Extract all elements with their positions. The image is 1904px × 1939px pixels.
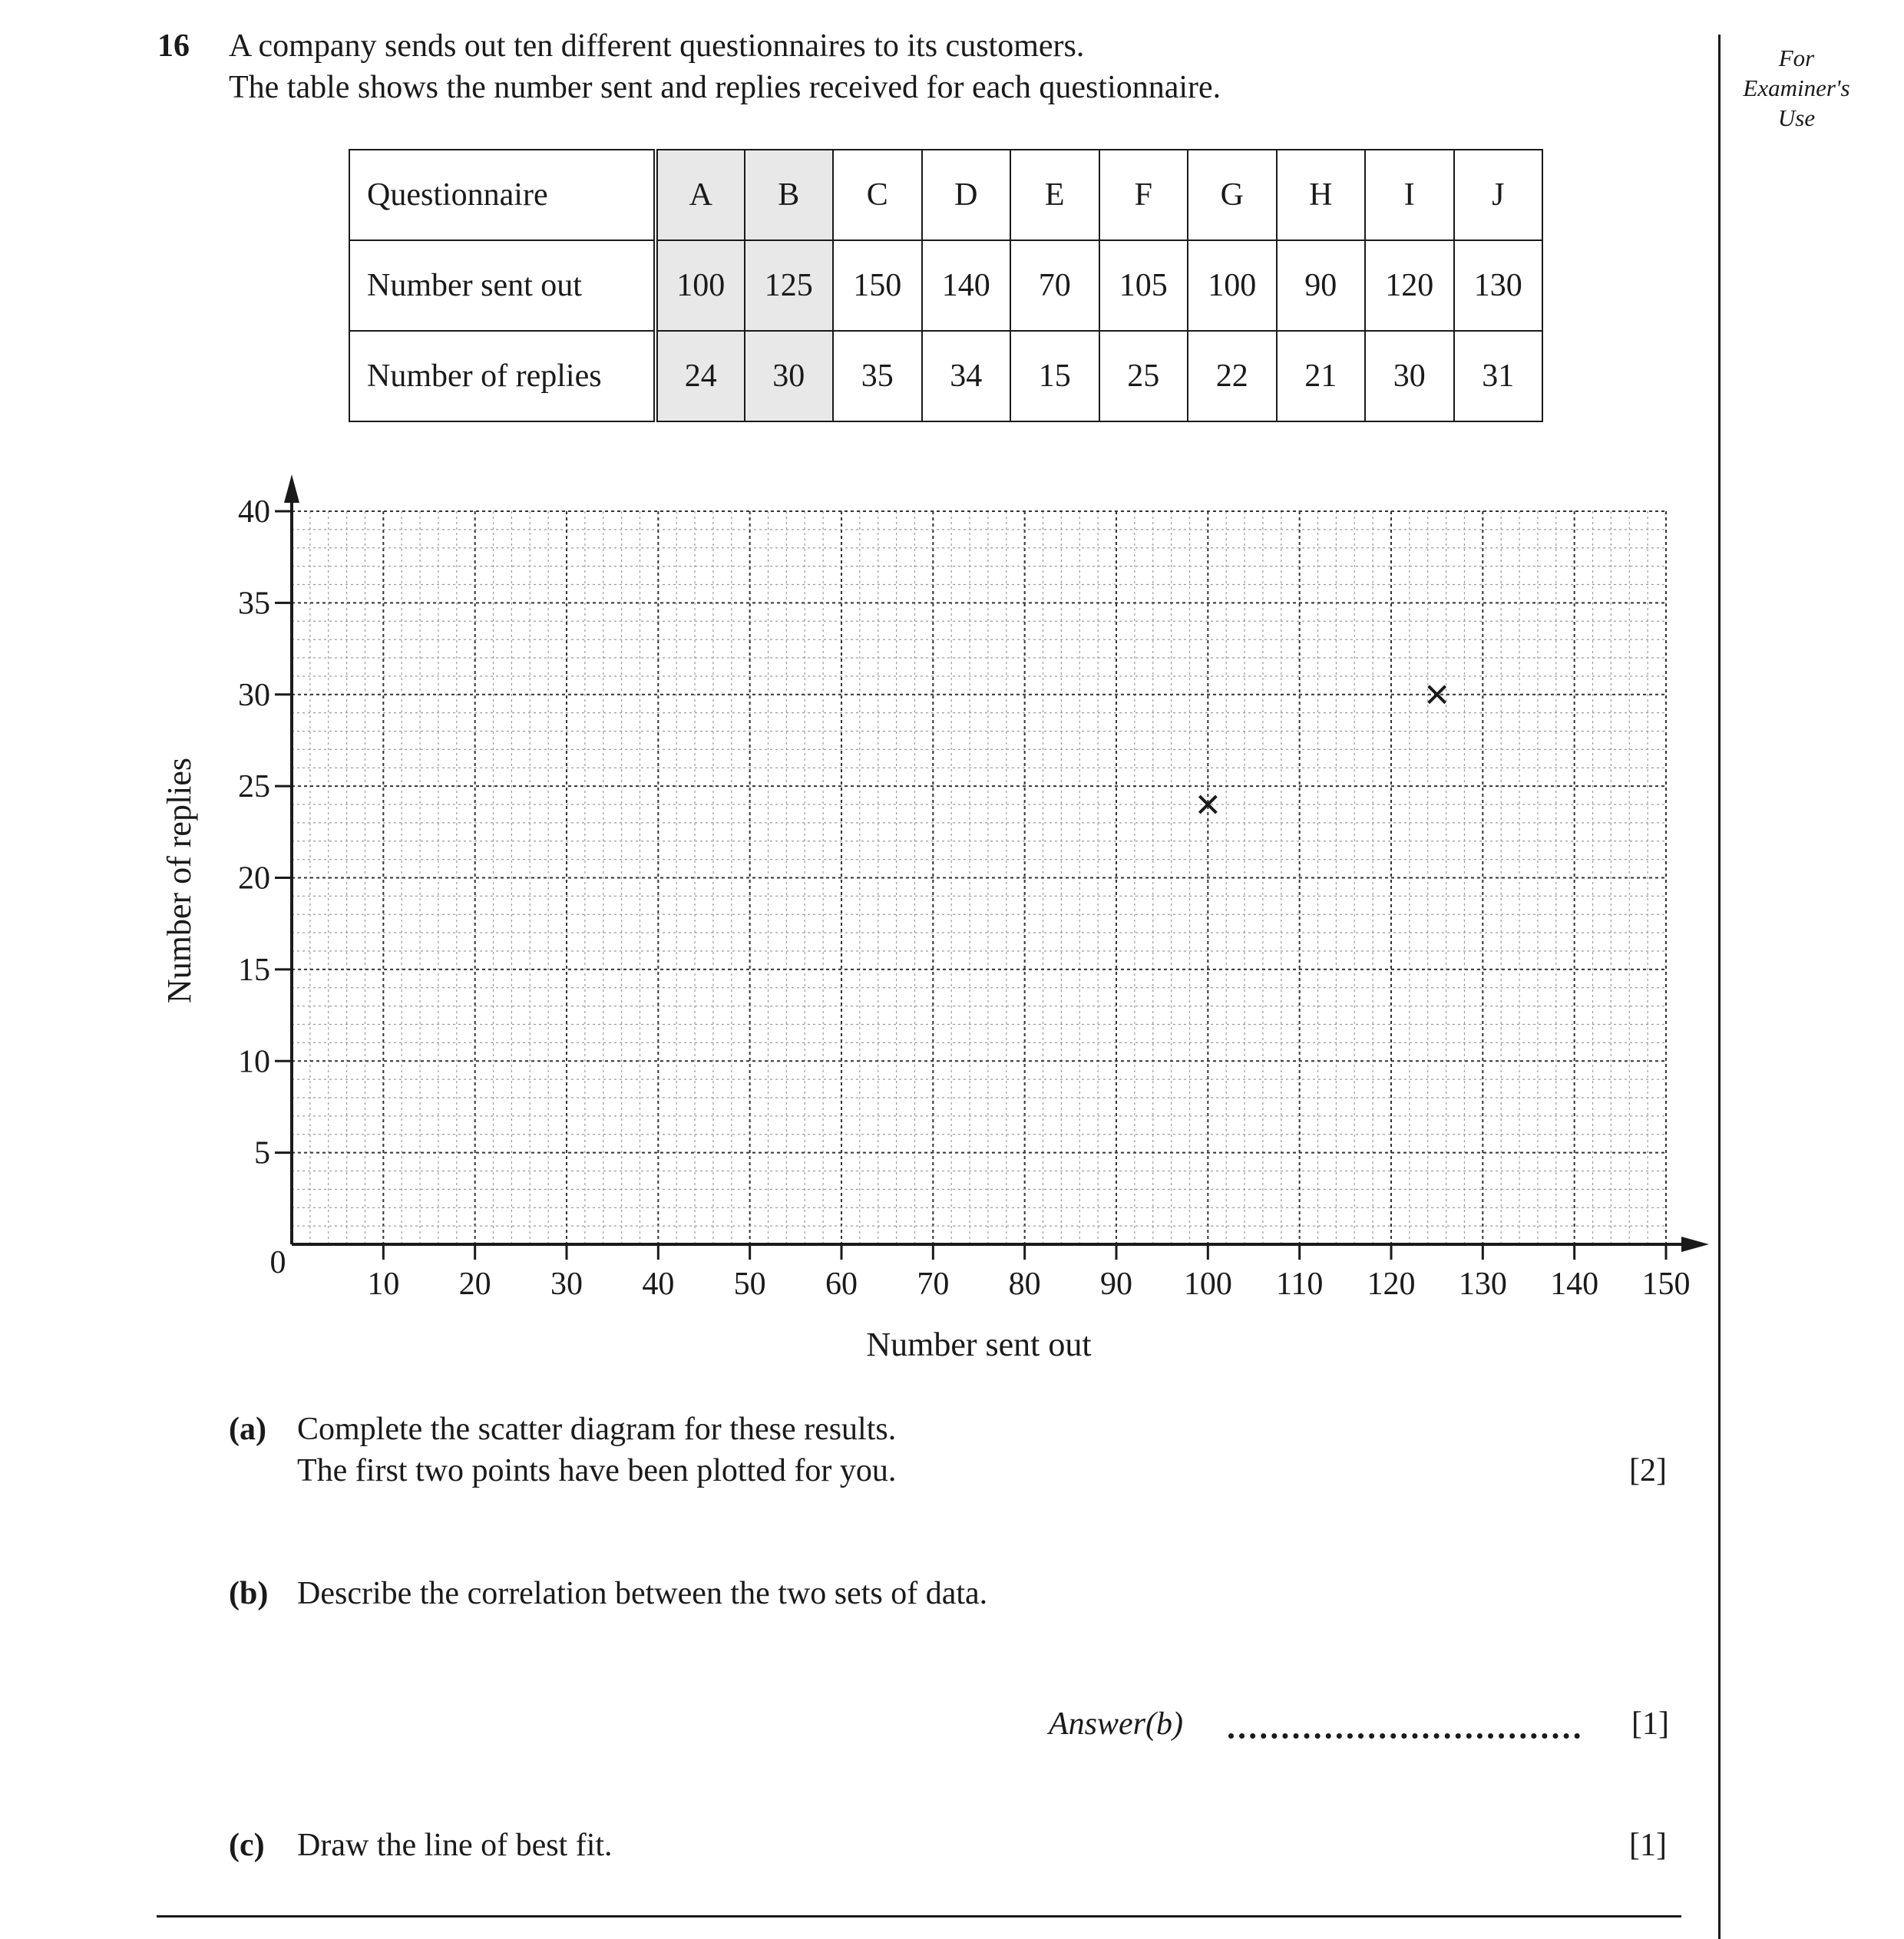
y-tick-label: 30 — [238, 677, 270, 713]
col-label-c: C — [833, 150, 922, 240]
sent-i: 120 — [1365, 240, 1454, 331]
x-tick-label: 100 — [1183, 1267, 1232, 1302]
sent-a: 100 — [656, 240, 745, 331]
x-tick-label: 80 — [1008, 1267, 1041, 1302]
row-header-replies: Number of replies — [349, 331, 656, 421]
x-axis-title: Number sent out — [866, 1326, 1092, 1363]
x-tick-label: 60 — [825, 1267, 858, 1302]
col-label-d: D — [922, 150, 1011, 240]
part-c-marks: [1] — [1629, 1828, 1667, 1863]
x-tick-label: 20 — [458, 1267, 491, 1302]
y-tick-label: 35 — [238, 586, 270, 622]
col-label-j: J — [1454, 150, 1543, 240]
x-tick-label: 130 — [1458, 1267, 1507, 1302]
sent-d: 140 — [922, 240, 1011, 331]
col-label-h: H — [1277, 150, 1366, 240]
x-axis-arrow — [1681, 1237, 1709, 1252]
page-bottom-rule — [157, 1915, 1681, 1918]
sent-c: 150 — [833, 240, 922, 331]
x-tick-label: 140 — [1550, 1267, 1599, 1302]
replies-e: 15 — [1010, 331, 1099, 421]
sent-e: 70 — [1010, 240, 1099, 331]
x-tick-label: 150 — [1641, 1267, 1691, 1302]
y-tick-label: 40 — [238, 494, 270, 530]
x-tick-label: 10 — [367, 1267, 400, 1302]
part-a-label: (a) — [229, 1412, 266, 1447]
examiner-label-line-3: Use — [1777, 104, 1816, 131]
y-tick-label: 20 — [238, 860, 270, 897]
y-tick-label: 15 — [238, 952, 270, 988]
part-c-text: Draw the line of best fit. — [297, 1828, 613, 1863]
question-intro-line-1: A company sends out ten different questionnaires to its customers. — [229, 28, 1085, 64]
part-c-label: (c) — [229, 1828, 265, 1863]
replies-j: 31 — [1454, 331, 1543, 421]
chart-ticks — [160, 494, 1691, 1363]
chart-points — [1199, 686, 1445, 813]
col-label-g: G — [1188, 150, 1277, 240]
y-tick-label: 5 — [254, 1135, 270, 1171]
replies-h: 21 — [1277, 331, 1366, 421]
graph-paper-grid — [292, 511, 1666, 1244]
origin-label: 0 — [269, 1245, 286, 1280]
replies-i: 30 — [1365, 331, 1454, 421]
question-number: 16 — [157, 28, 190, 64]
sent-j: 130 — [1454, 240, 1543, 331]
question-intro-line-2: The table shows the number sent and replies received for each questionnaire. — [229, 70, 1221, 105]
col-label-e: E — [1010, 150, 1099, 240]
examiner-label-line-2: Examiner's — [1743, 74, 1850, 101]
y-tick-label: 25 — [238, 769, 270, 805]
y-axis-arrow — [284, 474, 299, 503]
replies-b: 30 — [745, 331, 834, 421]
answer-b-line[interactable] — [1228, 1733, 1580, 1739]
col-label-a: A — [656, 150, 745, 240]
x-tick-label: 120 — [1367, 1267, 1416, 1302]
sent-g: 100 — [1188, 240, 1277, 331]
x-tick-label: 90 — [1100, 1267, 1132, 1302]
examiner-label-line-1: For — [1778, 45, 1815, 71]
x-tick-label: 50 — [733, 1267, 766, 1302]
part-a-marks: [2] — [1629, 1453, 1667, 1488]
chart-axes — [284, 474, 1709, 1252]
row-header-questionnaire: Questionnaire — [349, 150, 656, 240]
sent-b: 125 — [745, 240, 834, 331]
replies-a: 24 — [656, 331, 745, 421]
x-tick-label: 30 — [550, 1267, 583, 1302]
col-label-i: I — [1365, 150, 1454, 240]
y-tick-label: 10 — [238, 1044, 270, 1080]
answer-b-label: Answer(b) — [1049, 1706, 1183, 1742]
sent-f: 105 — [1099, 240, 1188, 331]
replies-g: 22 — [1188, 331, 1277, 421]
part-b-text: Describe the correlation between the two sets of data. — [297, 1576, 988, 1611]
part-b-marks: [1] — [1631, 1706, 1669, 1742]
y-axis-title: Number of replies — [160, 757, 198, 1004]
col-label-f: F — [1099, 150, 1188, 240]
sent-h: 90 — [1277, 240, 1366, 331]
part-a-line-2: The first two points have been plotted for you. — [297, 1453, 897, 1488]
part-a-line-1: Complete the scatter diagram for these results. — [297, 1412, 897, 1447]
replies-f: 25 — [1099, 331, 1188, 421]
x-tick-label: 40 — [642, 1267, 675, 1302]
replies-d: 34 — [922, 331, 1011, 421]
x-tick-label: 70 — [917, 1267, 950, 1302]
col-label-b: B — [745, 150, 834, 240]
x-tick-label: 110 — [1275, 1267, 1324, 1302]
row-header-sent: Number sent out — [349, 240, 656, 331]
part-b-label: (b) — [229, 1576, 269, 1611]
replies-c: 35 — [833, 331, 922, 421]
